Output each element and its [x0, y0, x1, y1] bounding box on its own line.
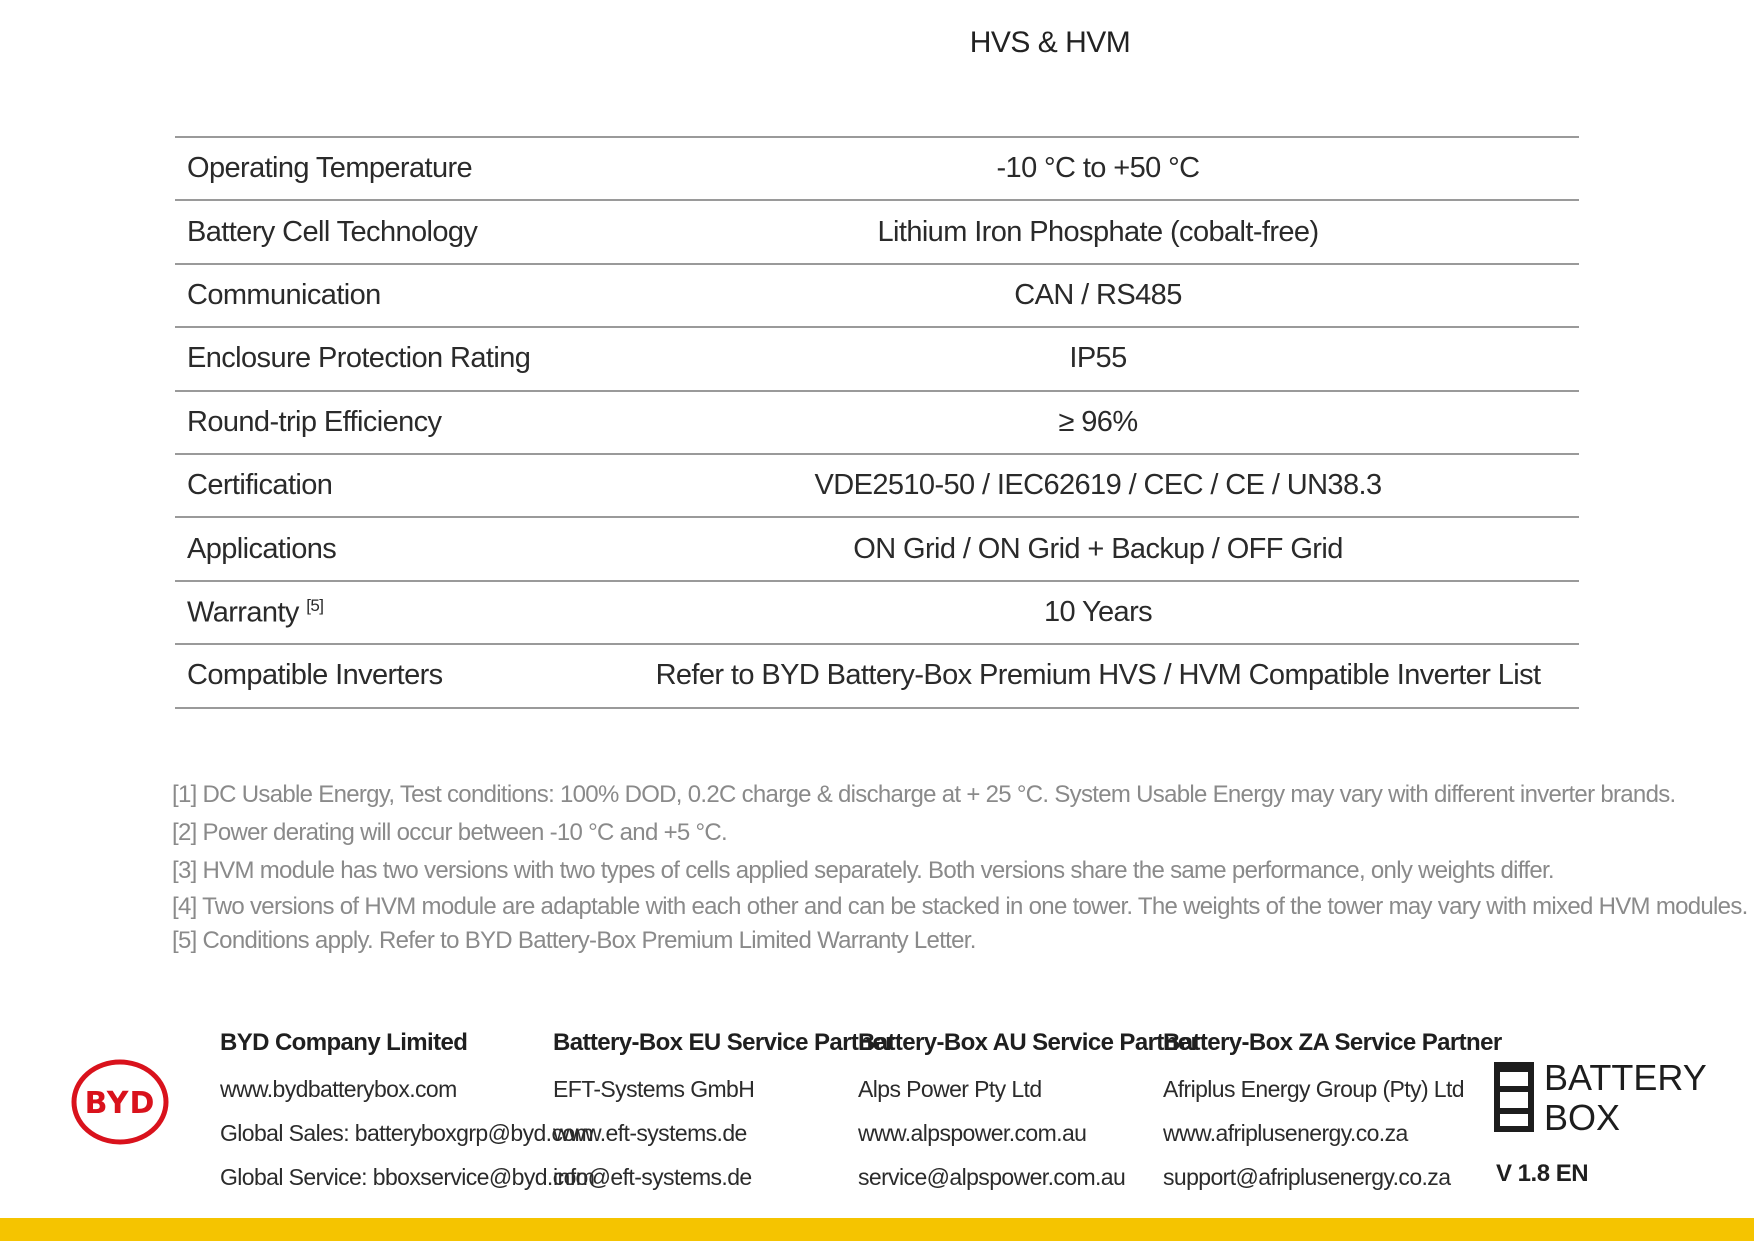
battery-icon: [1494, 1062, 1534, 1132]
footnote-ref: [5]: [306, 595, 324, 615]
table-row: [175, 644, 1579, 707]
byd-logo-icon: [70, 1058, 170, 1146]
contact-email[interactable]: support@afriplusenergy.co.za: [1163, 1164, 1451, 1190]
contact-heading: Battery-Box ZA Service Partner: [1163, 1029, 1502, 1056]
document-title: HVS & HVM: [969, 26, 1131, 59]
footnote: [4] Two versions of HVM module are adaptable with each other and can be stacked in one tower. The weights of the tower may vary with mixed HVM modules.: [172, 893, 1748, 920]
contact-company: EFT-Systems GmbH: [553, 1076, 755, 1102]
contact-heading: BYD Company Limited: [220, 1029, 468, 1056]
contact-column-byd: [220, 1026, 594, 1202]
contact-column-za: [1163, 1026, 1502, 1202]
spec-value: ≥ 96%: [617, 391, 1579, 454]
table-row: [175, 517, 1579, 580]
spec-label: Communication: [175, 264, 617, 327]
contact-website[interactable]: www.afriplusenergy.co.za: [1163, 1120, 1408, 1146]
footnote: [1] DC Usable Energy, Test conditions: 100% DOD, 0.2C charge & discharge at + 25 °C. System Usable Energy may vary with different inverter brands.: [172, 781, 1676, 808]
contact-service-email[interactable]: Global Service: bboxservice@byd.com: [220, 1164, 595, 1190]
spec-label: Battery Cell Technology: [175, 200, 617, 263]
spec-value: ON Grid / ON Grid + Backup / OFF Grid: [617, 517, 1579, 580]
contact-email[interactable]: info@eft-systems.de: [553, 1164, 752, 1190]
contact-company: Afriplus Energy Group (Pty) Ltd: [1163, 1076, 1464, 1102]
spec-label-warranty: [175, 581, 617, 644]
table-row: [175, 391, 1579, 454]
footnote: [5] Conditions apply. Refer to BYD Battery-Box Premium Limited Warranty Letter.: [172, 927, 976, 954]
table-row: [175, 137, 1579, 200]
contact-company: Alps Power Pty Ltd: [858, 1076, 1042, 1102]
footnotes: [172, 776, 1748, 958]
contact-heading: Battery-Box AU Service Partner: [858, 1029, 1200, 1056]
contact-sales-email[interactable]: Global Sales: batteryboxgrp@byd.com: [220, 1120, 594, 1146]
accent-bar: [0, 1218, 1754, 1241]
spec-value: -10 °C to +50 °C: [617, 137, 1579, 200]
contact-website[interactable]: www.eft-systems.de: [553, 1120, 747, 1146]
spec-label: Warranty: [187, 596, 299, 629]
contact-website[interactable]: www.bydbatterybox.com: [220, 1076, 457, 1102]
spec-label: Round-trip Efficiency: [175, 391, 617, 454]
byd-logo-text: BYD: [84, 1086, 156, 1121]
contact-heading: Battery-Box EU Service Partner: [553, 1029, 894, 1056]
brand-line: BATTERY: [1544, 1057, 1707, 1098]
contact-column-eu: [553, 1026, 894, 1202]
spec-label: Compatible Inverters: [175, 644, 617, 707]
spec-value: IP55: [617, 327, 1579, 390]
table-row: [175, 264, 1579, 327]
spec-label: Applications: [175, 517, 617, 580]
table-row: [175, 327, 1579, 390]
spec-value: VDE2510-50 / IEC62619 / CEC / CE / UN38.3: [617, 454, 1579, 517]
spec-value: Refer to BYD Battery-Box Premium HVS / HVM Compatible Inverter List: [617, 644, 1579, 707]
contact-email[interactable]: service@alpspower.com.au: [858, 1164, 1126, 1190]
battery-box-logo: [1494, 1057, 1707, 1138]
spec-table: [175, 136, 1579, 709]
footnote: [2] Power derating will occur between -10 °C and +5 °C.: [172, 819, 727, 846]
spec-label: Enclosure Protection Rating: [175, 327, 617, 390]
spec-value: 10 Years: [617, 581, 1579, 644]
spec-label: Operating Temperature: [175, 137, 617, 200]
spec-label: Certification: [175, 454, 617, 517]
battery-box-wordmark: [1544, 1058, 1707, 1138]
table-row: [175, 200, 1579, 263]
version-label: V 1.8 EN: [1496, 1160, 1589, 1187]
footnote: [3] HVM module has two versions with two types of cells applied separately. Both versions share the same performance, only weights differ.: [172, 857, 1554, 884]
spec-value: CAN / RS485: [617, 264, 1579, 327]
contact-website[interactable]: www.alpspower.com.au: [858, 1120, 1087, 1146]
table-row: [175, 581, 1579, 644]
contact-column-au: [858, 1026, 1199, 1202]
brand-line: BOX: [1544, 1097, 1621, 1138]
spec-value: Lithium Iron Phosphate (cobalt-free): [617, 200, 1579, 263]
table-row: [175, 454, 1579, 517]
